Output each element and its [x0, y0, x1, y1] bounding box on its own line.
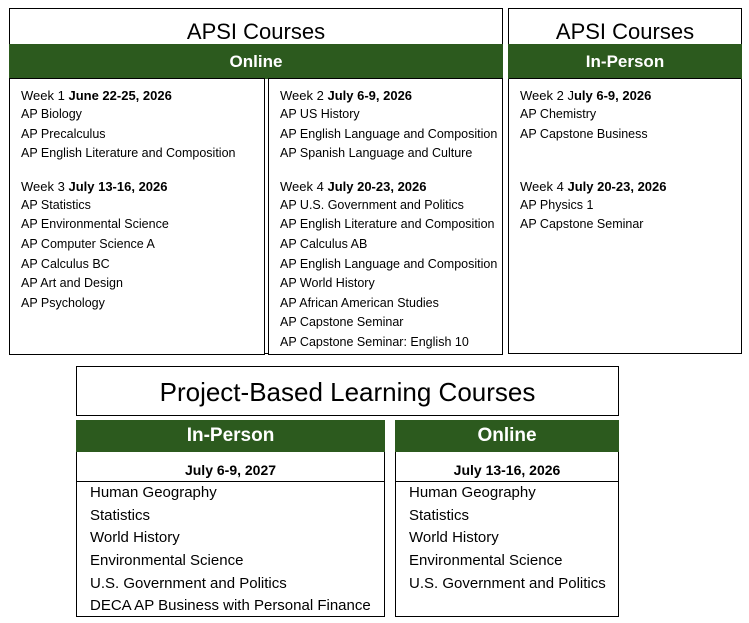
course-item: AP African American Studies [280, 295, 439, 310]
week-dates: uly 6-9, 2026 [573, 88, 652, 103]
course-item: U.S. Government and Politics [90, 574, 287, 592]
week-block [520, 87, 741, 144]
course-item: World History [90, 529, 180, 547]
course-item: AP Capstone Seminar: English 10 [280, 334, 469, 349]
course-item: AP Spanish Language and Culture [280, 146, 473, 161]
course-item: Environmental Science [409, 552, 563, 570]
week-dates: July 13-16, 2026 [68, 178, 168, 194]
week-heading [520, 178, 741, 196]
course-item: AP Psychology [21, 295, 105, 310]
pbl-title-box [76, 366, 619, 416]
apsi-online-left-column [9, 78, 265, 355]
apsi-inperson-column [509, 78, 741, 235]
week-label: Week 3 [21, 178, 65, 194]
pbl-inperson-panel [76, 420, 385, 617]
week-dates: July 20-23, 2026 [567, 178, 667, 194]
week-label: Week 4 [280, 178, 324, 194]
apsi-inperson-title: APSI Courses [555, 19, 695, 44]
course-item: AP Statistics [21, 197, 91, 212]
course-item: AP English Language and Composition [280, 256, 498, 271]
week-block [280, 178, 502, 353]
pbl-inperson-mode-band: In-Person [76, 420, 385, 452]
week-block [21, 178, 264, 314]
course-item: AP Capstone Seminar [280, 315, 404, 330]
course-item: Human Geography [90, 484, 217, 501]
apsi-online-mode-band: Online [9, 44, 503, 79]
week-dates: July 20-23, 2026 [327, 178, 427, 194]
week-dates-letter: J [567, 88, 574, 103]
week-heading [280, 178, 502, 196]
course-item: AP English Literature and Composition [21, 146, 236, 161]
course-item: AP Capstone Seminar [520, 217, 644, 232]
week-block [280, 87, 502, 164]
pbl-title: Project-Based Learning Courses [159, 377, 536, 407]
week-label: Week 1 [21, 88, 65, 103]
course-item: AP Chemistry [520, 107, 597, 121]
course-item: Human Geography [409, 484, 536, 501]
pbl-online-panel [395, 420, 619, 617]
week-heading [520, 87, 741, 105]
week-dates: July 6-9, 2026 [327, 88, 413, 103]
apsi-online-right-column [268, 78, 503, 355]
course-item: AP Art and Design [21, 276, 123, 291]
course-item: Statistics [409, 506, 470, 524]
apsi-inperson-mode-band: In-Person [508, 44, 742, 79]
course-item: AP World History [280, 276, 375, 291]
course-item: AP English Literature and Composition [280, 217, 495, 232]
course-item: AP Precalculus [21, 126, 106, 141]
week-heading [21, 87, 264, 105]
course-item: AP Computer Science A [21, 236, 155, 251]
course-item: AP Biology [21, 107, 82, 121]
pbl-online-mode-band: Online [395, 420, 619, 452]
course-item: Statistics [90, 506, 151, 524]
course-item: Environmental Science [90, 552, 244, 570]
course-item: DECA AP Business with Personal Finance [90, 597, 371, 615]
apsi-online-title: APSI Courses [186, 19, 326, 44]
week-label: Week 2 [280, 88, 324, 103]
apsi-inperson-panel [508, 8, 742, 354]
course-item: AP US History [280, 107, 360, 121]
course-item: AP Environmental Science [21, 217, 169, 232]
course-item: AP U.S. Government and Politics [280, 197, 464, 212]
pbl-inperson-list [77, 481, 384, 616]
pbl-online-dates: July 13-16, 2026 [453, 462, 561, 478]
course-item: World History [409, 529, 499, 547]
week-label: Week 2 [520, 88, 564, 103]
course-item: AP English Language and Composition [280, 126, 498, 141]
course-item: AP Capstone Business [520, 126, 648, 141]
week-label: Week 4 [520, 178, 564, 194]
week-block [520, 178, 741, 235]
week-dates: June 22-25, 2026 [68, 88, 172, 103]
pbl-online-list [396, 481, 618, 616]
week-block [21, 87, 264, 164]
course-item: AP Calculus AB [280, 236, 368, 251]
week-heading [280, 87, 502, 105]
week-heading [21, 178, 264, 196]
pbl-inperson-dates: July 6-9, 2027 [184, 462, 277, 478]
course-item: AP Physics 1 [520, 197, 594, 212]
apsi-online-panel [9, 8, 503, 354]
course-item: U.S. Government and Politics [409, 574, 606, 592]
course-item: AP Calculus BC [21, 256, 110, 271]
